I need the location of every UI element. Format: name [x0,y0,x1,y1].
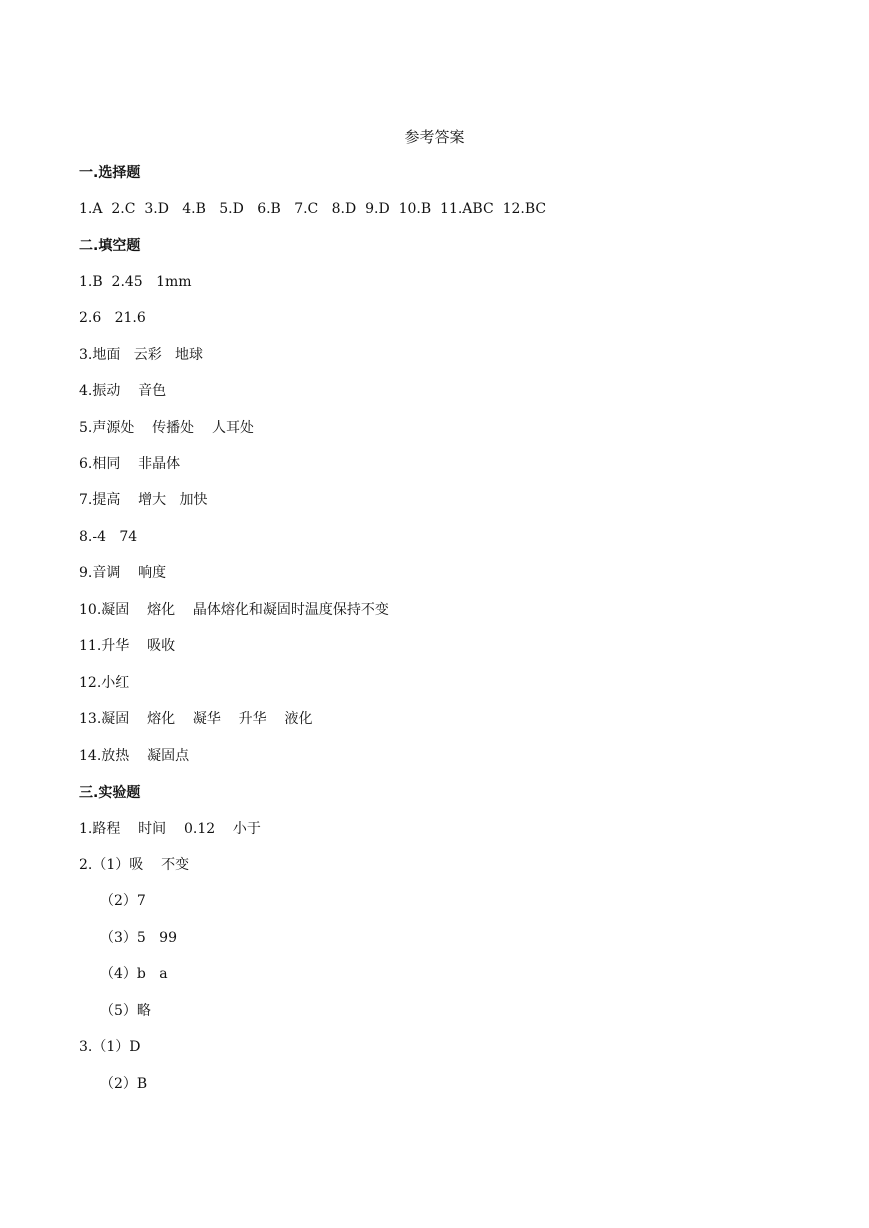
fill-answer-line: 13.凝固 熔化 凝华 升华 液化 [79,711,313,727]
section-heading-experiment: 三.实验题 [79,785,141,801]
section-heading-fill: 二.填空题 [79,238,141,254]
fill-answer-line: 3.地面 云彩 地球 [79,347,204,363]
fill-answer-line: 1.B 2.45 1mm [79,274,192,290]
fill-answer-line: 11.升华 吸收 [79,638,176,654]
section-heading-choice: 一.选择题 [79,165,141,181]
experiment-sub-answer: （2）7 [100,893,146,909]
fill-answer-line: 12.小红 [79,675,130,691]
fill-answer-line: 7.提高 增大 加快 [79,492,208,508]
fill-answer-line: 10.凝固 熔化 晶体熔化和凝固时温度保持不变 [79,602,389,618]
page-title: 参考答案 [404,128,465,146]
experiment-answer-line: 2.（1）吸 不变 [79,857,190,873]
experiment-answer-line: 1.路程 时间 0.12 小于 [79,821,261,837]
experiment-sub-answer: （2）B [100,1076,148,1092]
fill-answer-line: 5.声源处 传播处 人耳处 [79,420,254,436]
fill-answer-line: 2.6 21.6 [79,310,146,326]
fill-answer-line: 8.-4 74 [79,529,138,545]
experiment-sub-answer: （4）b a [100,966,168,982]
fill-answer-line: 14.放热 凝固点 [79,748,190,764]
fill-answer-line: 9.音调 响度 [79,565,167,581]
choice-answers: 1.A 2.C 3.D 4.B 5.D 6.B 7.C 8.D 9.D 10.B 11.ABC 12.BC [79,201,547,217]
fill-answer-line: 4.振动 音色 [79,383,167,399]
fill-answer-line: 6.相同 非晶体 [79,456,181,472]
experiment-answer-line: 3.（1）D [79,1039,141,1055]
experiment-sub-answer: （5）略 [100,1003,151,1019]
experiment-sub-answer: （3）5 99 [100,930,177,946]
